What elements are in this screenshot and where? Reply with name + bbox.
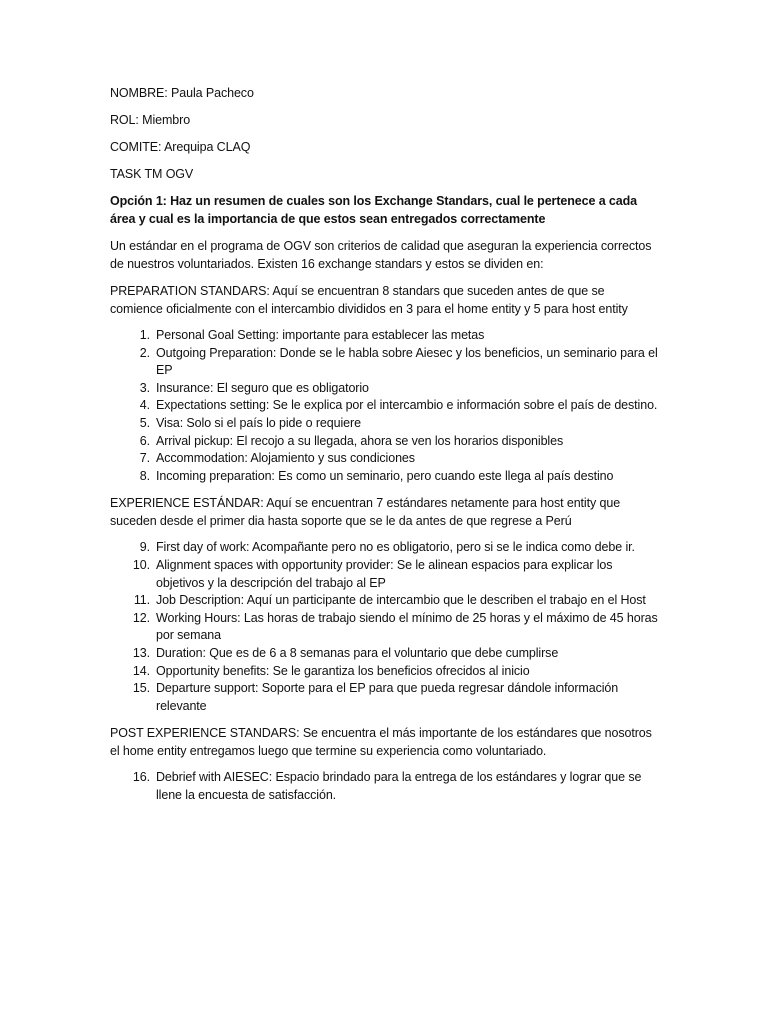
list-item — [110, 380, 658, 398]
list-item-number: 16. — [132, 770, 150, 785]
list-item-text: Accommodation: Alojamiento y sus condiciones — [156, 451, 415, 466]
list-item — [110, 397, 658, 415]
task-title: TASK TM OGV — [110, 167, 194, 181]
list-item — [110, 663, 658, 681]
list-item-text: Debrief with AIESEC: Espacio brindado para la entrega de los estándares y lograr que se llene la encuesta de satisfacción. — [156, 770, 642, 802]
list-item-number: 5. — [139, 415, 150, 430]
list-item — [110, 450, 658, 468]
list-item-number: 4. — [139, 398, 150, 413]
preparation-list — [110, 327, 658, 485]
document-page — [110, 84, 658, 813]
list-item-text: Departure support: Soporte para el EP para que pueda regresar dándole información relevante — [156, 681, 619, 713]
list-item-text: Incoming preparation: Es como un seminario, pero cuando este llega al país destino — [156, 468, 614, 483]
list-item-number: 7. — [139, 451, 150, 466]
list-item-text: Insurance: El seguro que es obligatorio — [156, 380, 369, 395]
list-item-number: 3. — [139, 380, 150, 395]
list-item — [110, 769, 658, 804]
list-item-number: 2. — [139, 345, 150, 360]
list-item — [110, 557, 658, 592]
list-item-text: Duration: Que es de 6 a 8 semanas para el voluntario que debe cumplirse — [156, 645, 559, 660]
list-item — [110, 610, 658, 645]
list-item-number: 13. — [132, 645, 150, 660]
list-item-number: 12. — [132, 610, 150, 625]
list-item-number: 15. — [132, 681, 150, 696]
post-list — [110, 769, 658, 804]
list-item-number: 11. — [133, 593, 150, 608]
list-item-number: 10. — [132, 557, 150, 572]
list-item-text: Arrival pickup: El recojo a su llegada, ahora se ven los horarios disponibles — [156, 433, 564, 448]
list-item-text: Personal Goal Setting: importante para establecer las metas — [156, 328, 485, 342]
list-item-text: Expectations setting: Se le explica por el intercambio e información sobre el país de destino. — [156, 398, 658, 413]
list-item — [110, 327, 658, 345]
list-item-text: Working Hours: Las horas de trabajo siendo el mínimo de 25 horas y el máximo de 45 horas por semana — [156, 610, 658, 643]
list-item — [110, 345, 658, 380]
post-heading: POST EXPERIENCE STANDARS: Se encuentra el más importante de los estándares que nosotros el home entity entregamos luego que termine su experiencia como voluntariado. — [110, 726, 652, 759]
list-item — [110, 415, 658, 433]
list-item-text: Visa: Solo si el país lo pide o requiere — [156, 415, 361, 430]
list-item — [110, 592, 658, 610]
comite-line: COMITE: Arequipa CLAQ — [110, 140, 251, 154]
preparation-heading: PREPARATION STANDARS: Aquí se encuentran 8 standars que suceden antes de que se comience oficialmente con el intercambio divididos en 3 para el home entity y 5 para host entity — [110, 284, 628, 316]
list-item-number: 6. — [139, 433, 150, 448]
list-item — [110, 539, 658, 557]
experience-heading: EXPERIENCE ESTÁNDAR: Aquí se encuentran 7 estándares netamente para host entity que suceden desde el primer dia hasta soporte que se le da antes de que regrese a Perú — [110, 496, 621, 529]
list-item-number: 1. — [139, 328, 150, 342]
intro-paragraph: Un estándar en el programa de OGV son criterios de calidad que aseguran la experiencia correctos de nuestros voluntariados. Existen 16 exchange standars y estos se dividen en: — [110, 239, 652, 271]
list-item-number: 8. — [139, 468, 150, 483]
list-item — [110, 680, 658, 715]
question-heading: Opción 1: Haz un resumen de cuales son los Exchange Standars, cual le pertenece a cada área y cual es la importancia de que estos sean entregados correctamente — [110, 194, 638, 226]
list-item-number: 9. — [139, 540, 150, 555]
list-item-text: Job Description: Aquí un participante de intercambio que le describen el trabajo en el Host — [156, 593, 646, 608]
list-item-text: Alignment spaces with opportunity provider: Se le alinean espacios para explicar los objetivos y la descripción del trabajo al EP — [156, 557, 613, 590]
rol-line: ROL: Miembro — [110, 113, 191, 127]
list-item-text: First day of work: Acompañante pero no es obligatorio, pero si se le indica como debe ir. — [156, 540, 635, 555]
list-item — [110, 468, 658, 486]
list-item-text: Outgoing Preparation: Donde se le habla sobre Aiesec y los beneficios, un seminario para el EP — [156, 345, 658, 378]
list-item-number: 14. — [132, 663, 150, 678]
list-item — [110, 433, 658, 451]
list-item — [110, 645, 658, 663]
experience-list — [110, 539, 658, 715]
list-item-text: Opportunity benefits: Se le garantiza los beneficios ofrecidos al inicio — [156, 663, 530, 678]
nombre-line: NOMBRE: Paula Pacheco — [110, 86, 254, 100]
